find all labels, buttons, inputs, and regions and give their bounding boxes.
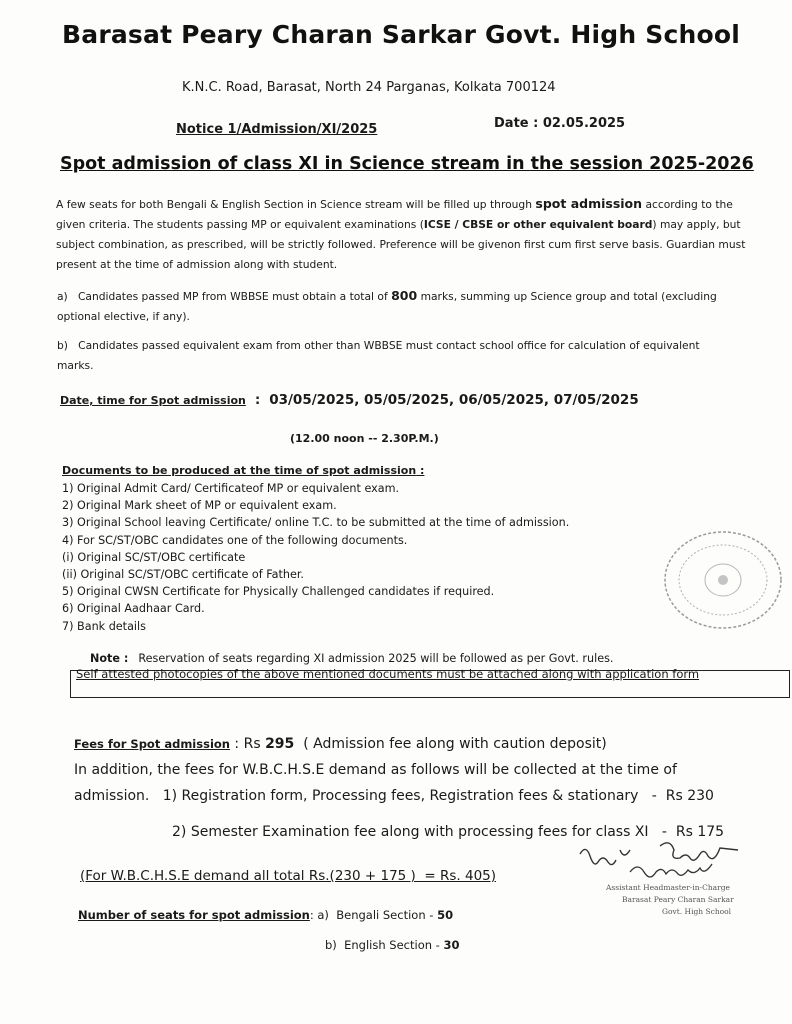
english-row xyxy=(325,938,460,952)
notice-title: Spot admission of class XI in Science stream in the session 2025-2026 xyxy=(60,154,754,174)
spot-admission-dates xyxy=(60,392,639,408)
school-address: K.N.C. Road, Barasat, North 24 Parganas, Kolkata 700124 xyxy=(182,80,556,95)
criteria-a xyxy=(57,286,747,327)
spot-admission-label: Date, time for Spot admission xyxy=(60,394,246,407)
spot-admission-sep: : xyxy=(245,393,270,408)
intro-paragraph xyxy=(56,194,746,275)
intro-bold-1: spot admission xyxy=(535,196,643,211)
spot-admission-date-values: 03/05/2025, 05/05/2025, 06/05/2025, 07/05/2025 xyxy=(269,392,639,408)
english-section-label: English Section - xyxy=(344,938,444,952)
wbchse-line-3: 2) Semester Examination fee along with processing fees for class XI - Rs 175 xyxy=(172,824,725,840)
wbchse-total: (For W.B.C.H.S.E demand all total Rs.(230 + 175 ) = Rs. 405) xyxy=(80,868,497,884)
fees-amount: 295 xyxy=(265,736,295,752)
note-label: Note : xyxy=(90,652,129,665)
list-item: 2) Original Mark sheet of MP or equivalent exam. xyxy=(62,499,337,513)
criteria-a-marker: a) xyxy=(57,290,68,303)
seats-sep: : a) xyxy=(309,908,337,922)
wbchse-line-2: admission. 1) Registration form, Processing fees, Registration fees & stationary - Rs 230 xyxy=(74,788,714,804)
signature-title: Assistant Headmaster-in-Charge xyxy=(606,883,730,892)
bengali-seats: 50 xyxy=(437,908,454,922)
list-item: 7) Bank details xyxy=(62,619,146,633)
bengali-section-label: Bengali Section - xyxy=(336,908,438,922)
attested-note: Self attested photocopies of the above mentioned documents must be attached along with application form xyxy=(76,667,700,681)
note-text: Reservation of seats regarding XI admission 2025 will be followed as per Govt. rules. xyxy=(138,652,614,665)
criteria-a-text-2: marks, summing up Science group and total (excluding optional elective, if any). xyxy=(57,290,717,323)
english-seats: 30 xyxy=(443,938,460,952)
headmaster-signature xyxy=(570,836,790,926)
spot-admission-time: (12.00 noon -- 2.30P.M.) xyxy=(290,432,439,445)
intro-bold-2: ICSE / CBSE or other equivalent board xyxy=(423,218,653,231)
notice-number: Notice 1/Admission/XI/2025 xyxy=(176,122,378,137)
documents-heading xyxy=(62,464,424,477)
notice-date: Date : 02.05.2025 xyxy=(494,116,626,131)
list-item: (ii) Original SC/ST/OBC certificate of Father. xyxy=(62,568,304,582)
fees-desc: ( Admission fee along with caution deposit) xyxy=(294,736,607,752)
school-name: Barasat Peary Charan Sarkar Govt. High School xyxy=(62,20,741,49)
fees-sep: : Rs xyxy=(229,736,266,752)
list-item: 4) For SC/ST/OBC candidates one of the following documents. xyxy=(62,533,408,547)
list-item: 1) Original Admit Card/ Certificateof MP or equivalent exam. xyxy=(62,482,400,495)
signature-school-2: Govt. High School xyxy=(662,907,732,916)
intro-text-3: ) may apply, but subject combination, as prescribed, will be strictly followed. Preference will be givenon first cum first serve basis. Guardian must present at the time of admission along with student. xyxy=(56,218,746,271)
seats-row xyxy=(78,908,453,922)
wbchse-line-1: In addition, the fees for W.B.C.H.S.E demand as follows will be collected at the time of xyxy=(74,762,677,778)
list-item: 3) Original School leaving Certificate/ online T.C. to be submitted at the time of admission. xyxy=(62,516,570,530)
criteria-a-text-1: Candidates passed MP from WBBSE must obtain a total of xyxy=(77,290,392,303)
spot-fees xyxy=(74,736,607,752)
documents-heading-colon: : xyxy=(416,464,425,477)
criteria-b-text: Candidates passed equivalent exam from other than WBBSE must contact school office for calculation of equivalent marks. xyxy=(57,339,700,372)
school-seal-icon xyxy=(648,520,792,640)
criteria-b-marker: b) xyxy=(57,339,68,352)
list-item: 6) Original Aadhaar Card. xyxy=(62,602,205,616)
reservation-note xyxy=(90,652,613,665)
criteria-b xyxy=(57,336,727,376)
seats-label: Number of seats for spot admission xyxy=(78,908,310,922)
documents-list xyxy=(62,480,569,635)
signature-school: Barasat Peary Charan Sarkar xyxy=(622,895,734,904)
list-item: 5) Original CWSN Certificate for Physically Challenged candidates if required. xyxy=(62,585,495,599)
intro-text-2: according to the given criteria. The students passing MP or equivalent examinations ( xyxy=(56,198,733,231)
list-item: (i) Original SC/ST/OBC certificate xyxy=(62,550,246,564)
documents-heading-text: Documents to be produced at the time of spot admission xyxy=(62,464,417,477)
intro-text-1: A few seats for both Bengali & English Section in Science stream will be filled up through xyxy=(56,198,536,211)
english-prefix: b) xyxy=(325,938,345,952)
fees-label: Fees for Spot admission xyxy=(74,737,230,751)
criteria-a-marks: 800 xyxy=(391,288,418,303)
